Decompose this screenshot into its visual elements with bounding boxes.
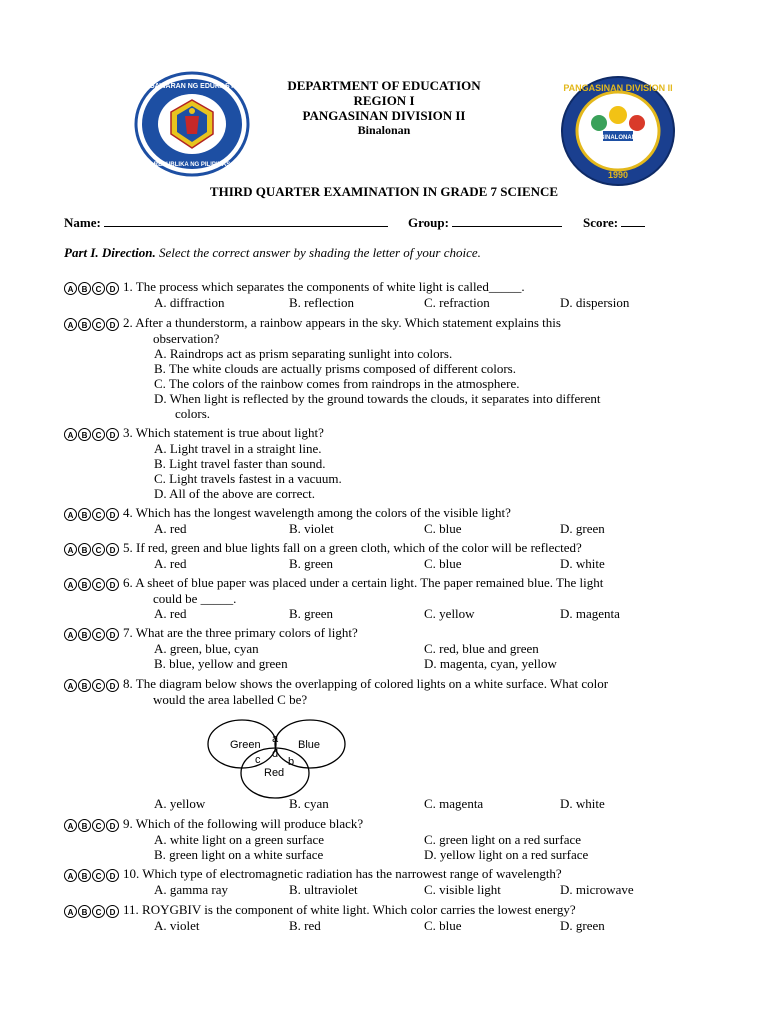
bubble-a[interactable]: A bbox=[64, 679, 77, 692]
choice-c: C. blue bbox=[424, 918, 462, 933]
choice-c: C. blue bbox=[424, 521, 462, 536]
bubble-b[interactable]: B bbox=[78, 628, 91, 641]
score-field[interactable] bbox=[621, 215, 645, 227]
choice-b: B. Light travel faster than sound. bbox=[154, 456, 326, 471]
question-stem: 11. ROYGBIV is the component of white light. Which color carries the lowest energy? bbox=[123, 902, 576, 917]
answer-bubbles[interactable] bbox=[64, 428, 119, 441]
choice-d: D. microwave bbox=[560, 882, 634, 897]
choice-b: B. green light on a white surface bbox=[154, 847, 324, 862]
bubble-d[interactable]: D bbox=[106, 819, 119, 832]
bubble-b[interactable]: B bbox=[78, 869, 91, 882]
bubble-a[interactable]: A bbox=[64, 428, 77, 441]
question-stem: 3. Which statement is true about light? bbox=[123, 425, 324, 440]
name-label: Name: bbox=[64, 215, 101, 230]
question-stem: 2. After a thunderstorm, a rainbow appears in the sky. Which statement explains this bbox=[123, 315, 561, 330]
choice-d: D. magenta bbox=[560, 606, 620, 621]
bubble-c[interactable]: C bbox=[92, 869, 105, 882]
choice-c: C. yellow bbox=[424, 606, 475, 621]
label-a: a bbox=[272, 733, 279, 745]
bubble-d[interactable]: D bbox=[106, 282, 119, 295]
header-division: PANGASINAN DIVISION II bbox=[302, 108, 466, 123]
header-region: REGION I bbox=[353, 93, 415, 108]
bubble-c[interactable]: C bbox=[92, 543, 105, 556]
choice-d: D. green bbox=[560, 918, 605, 933]
choice-b: B. green bbox=[289, 606, 334, 621]
answer-bubbles[interactable] bbox=[64, 905, 119, 918]
question-stem: 4. Which has the longest wavelength among the colors of the visible light? bbox=[123, 505, 511, 520]
answer-bubbles[interactable] bbox=[64, 679, 119, 692]
bubble-d[interactable]: D bbox=[106, 318, 119, 331]
choice-a: A. red bbox=[154, 606, 187, 621]
choice-a: A. green, blue, cyan bbox=[154, 641, 259, 656]
answer-bubbles[interactable] bbox=[64, 318, 119, 331]
bubble-a[interactable]: A bbox=[64, 578, 77, 591]
svg-text:PANGASINAN DIVISION II: PANGASINAN DIVISION II bbox=[563, 83, 673, 93]
direction-text: Select the correct answer by shading the letter of your choice. bbox=[158, 245, 481, 260]
header-municipality: Binalonan bbox=[357, 123, 411, 137]
part-direction bbox=[64, 245, 481, 261]
choice-c: C. visible light bbox=[424, 882, 501, 897]
answer-bubbles[interactable] bbox=[64, 578, 119, 591]
bubble-d[interactable]: D bbox=[106, 905, 119, 918]
question-stem: 5. If red, green and blue lights fall on a green cloth, which of the color will be reflected? bbox=[123, 540, 582, 555]
school-header bbox=[0, 78, 768, 138]
question-9 bbox=[64, 816, 589, 862]
question-stem-continued: would the area labelled C be? bbox=[153, 692, 308, 707]
answer-bubbles[interactable] bbox=[64, 282, 119, 295]
choice-c: C. red, blue and green bbox=[424, 641, 539, 656]
bubble-a[interactable]: A bbox=[64, 819, 77, 832]
question-5 bbox=[64, 540, 605, 571]
choice-d: D. When light is reflected by the ground towards the clouds, it separates into different bbox=[154, 391, 601, 406]
bubble-a[interactable]: A bbox=[64, 318, 77, 331]
question-3 bbox=[64, 425, 342, 501]
choice-c: C. blue bbox=[424, 556, 462, 571]
answer-bubbles[interactable] bbox=[64, 628, 119, 641]
name-line bbox=[64, 215, 388, 231]
svg-text:1990: 1990 bbox=[607, 170, 629, 180]
bubble-d[interactable]: D bbox=[106, 543, 119, 556]
header-department: DEPARTMENT OF EDUCATION bbox=[287, 78, 481, 93]
label-red: Red bbox=[264, 767, 285, 779]
bubble-b[interactable]: B bbox=[78, 318, 91, 331]
group-field[interactable] bbox=[452, 215, 562, 227]
choice-a: A. gamma ray bbox=[154, 882, 229, 897]
bubble-b[interactable]: B bbox=[78, 679, 91, 692]
choice-c: C. Light travels fastest in a vacuum. bbox=[154, 471, 342, 486]
bubble-b[interactable]: B bbox=[78, 578, 91, 591]
choice-a: A. violet bbox=[154, 918, 200, 933]
choice-a: A. red bbox=[154, 521, 187, 536]
choice-d: D. white bbox=[560, 556, 605, 571]
bubble-b[interactable]: B bbox=[78, 905, 91, 918]
label-green: Green bbox=[230, 739, 261, 751]
score-line bbox=[583, 215, 645, 231]
bubble-d[interactable]: D bbox=[106, 679, 119, 692]
question-11 bbox=[64, 902, 605, 933]
question-2 bbox=[64, 315, 600, 421]
bubble-b[interactable]: B bbox=[78, 819, 91, 832]
bubble-c[interactable]: C bbox=[92, 905, 105, 918]
choice-d-continued: colors. bbox=[175, 406, 211, 421]
question-6 bbox=[64, 575, 620, 621]
bubble-a[interactable]: A bbox=[64, 628, 77, 641]
choice-d: D. dispersion bbox=[560, 295, 630, 310]
question-stem-continued: observation? bbox=[153, 331, 220, 346]
choice-a: A. yellow bbox=[154, 796, 206, 811]
question-stem: 1. The process which separates the components of white light is called_____. bbox=[123, 279, 525, 294]
bubble-c[interactable]: C bbox=[92, 428, 105, 441]
choice-a: A. white light on a green surface bbox=[154, 832, 325, 847]
question-stem: 9. Which of the following will produce black? bbox=[123, 816, 364, 831]
choice-a: A. Raindrops act as prism separating sunlight into colors. bbox=[154, 346, 453, 361]
score-label: Score: bbox=[583, 215, 619, 230]
question-stem: 6. A sheet of blue paper was placed under a certain light. The paper remained blue. The light bbox=[123, 575, 604, 590]
label-c: c bbox=[255, 754, 261, 766]
choice-b: B. red bbox=[289, 918, 321, 933]
svg-text:REPUBLIKA NG PILIPINAS: REPUBLIKA NG PILIPINAS bbox=[153, 162, 231, 168]
group-label: Group: bbox=[408, 215, 449, 230]
name-field[interactable] bbox=[104, 215, 388, 227]
choice-c: C. green light on a red surface bbox=[424, 832, 582, 847]
choice-d: D. green bbox=[560, 521, 605, 536]
choice-b: B. violet bbox=[289, 521, 334, 536]
bubble-b[interactable]: B bbox=[78, 428, 91, 441]
bubble-a[interactable]: A bbox=[64, 869, 77, 882]
bubble-c[interactable]: C bbox=[92, 819, 105, 832]
label-blue: Blue bbox=[298, 739, 321, 751]
choice-b: B. blue, yellow and green bbox=[154, 656, 288, 671]
bubble-b[interactable]: B bbox=[78, 282, 91, 295]
question-stem: 8. The diagram below shows the overlapping of colored lights on a white surface. What color bbox=[123, 676, 609, 691]
bubble-a[interactable]: A bbox=[64, 905, 77, 918]
bubble-c[interactable]: C bbox=[92, 508, 105, 521]
answer-bubbles[interactable] bbox=[64, 869, 119, 882]
direction-label: Part I. Direction. bbox=[64, 245, 156, 260]
choice-c: C. refraction bbox=[424, 295, 490, 310]
answer-bubbles[interactable] bbox=[64, 508, 119, 521]
color-venn-diagram bbox=[206, 718, 351, 805]
question-8 bbox=[64, 676, 608, 707]
choice-b: B. ultraviolet bbox=[289, 882, 358, 897]
choice-d: D. yellow light on a red surface bbox=[424, 847, 589, 862]
exam-title: THIRD QUARTER EXAMINATION IN GRADE 7 SCIENCE bbox=[209, 184, 559, 199]
group-line bbox=[408, 215, 562, 231]
svg-text:KAGAWARAN NG EDUKASYON: KAGAWARAN NG EDUKASYON bbox=[139, 83, 245, 90]
choice-b: B. reflection bbox=[289, 295, 354, 310]
choice-b: B. The white clouds are actually prisms composed of different colors. bbox=[154, 361, 516, 376]
choice-b: B. cyan bbox=[289, 796, 329, 811]
question-stem-continued: could be _____. bbox=[153, 591, 237, 606]
choice-d: D. All of the above are correct. bbox=[154, 486, 315, 501]
bubble-c[interactable]: C bbox=[92, 282, 105, 295]
question-1 bbox=[64, 279, 630, 310]
label-b: b bbox=[288, 756, 295, 768]
choice-b: B. green bbox=[289, 556, 334, 571]
answer-bubbles[interactable] bbox=[64, 819, 119, 832]
bubble-d[interactable]: D bbox=[106, 869, 119, 882]
choice-c: C. magenta bbox=[424, 796, 484, 811]
choice-d: D. white bbox=[560, 796, 605, 811]
bubble-d[interactable]: D bbox=[106, 628, 119, 641]
bubble-c[interactable]: C bbox=[92, 679, 105, 692]
choice-d: D. magenta, cyan, yellow bbox=[424, 656, 557, 671]
question-7 bbox=[64, 625, 557, 671]
svg-text:BINALONAN: BINALONAN bbox=[600, 135, 636, 141]
bubble-b[interactable]: B bbox=[78, 543, 91, 556]
bubble-b[interactable]: B bbox=[78, 508, 91, 521]
choice-a: A. red bbox=[154, 556, 187, 571]
question-10 bbox=[64, 866, 634, 897]
answer-bubbles[interactable] bbox=[64, 543, 119, 556]
choice-a: A. Light travel in a straight line. bbox=[154, 441, 322, 456]
bubble-a[interactable]: A bbox=[64, 282, 77, 295]
choice-c: C. The colors of the rainbow comes from raindrops in the atmosphere. bbox=[154, 376, 520, 391]
bubble-a[interactable]: A bbox=[64, 508, 77, 521]
question-stem: 7. What are the three primary colors of light? bbox=[123, 625, 358, 640]
label-d: d bbox=[272, 748, 279, 760]
bubble-c[interactable]: C bbox=[92, 318, 105, 331]
bubble-a[interactable]: A bbox=[64, 543, 77, 556]
question-4 bbox=[64, 505, 605, 536]
bubble-c[interactable]: C bbox=[92, 578, 105, 591]
choice-a: A. diffraction bbox=[154, 295, 225, 310]
bubble-d[interactable]: D bbox=[106, 428, 119, 441]
bubble-d[interactable]: D bbox=[106, 578, 119, 591]
bubble-c[interactable]: C bbox=[92, 628, 105, 641]
bubble-d[interactable]: D bbox=[106, 508, 119, 521]
question-stem: 10. Which type of electromagnetic radiation has the narrowest range of wavelength? bbox=[123, 866, 562, 881]
